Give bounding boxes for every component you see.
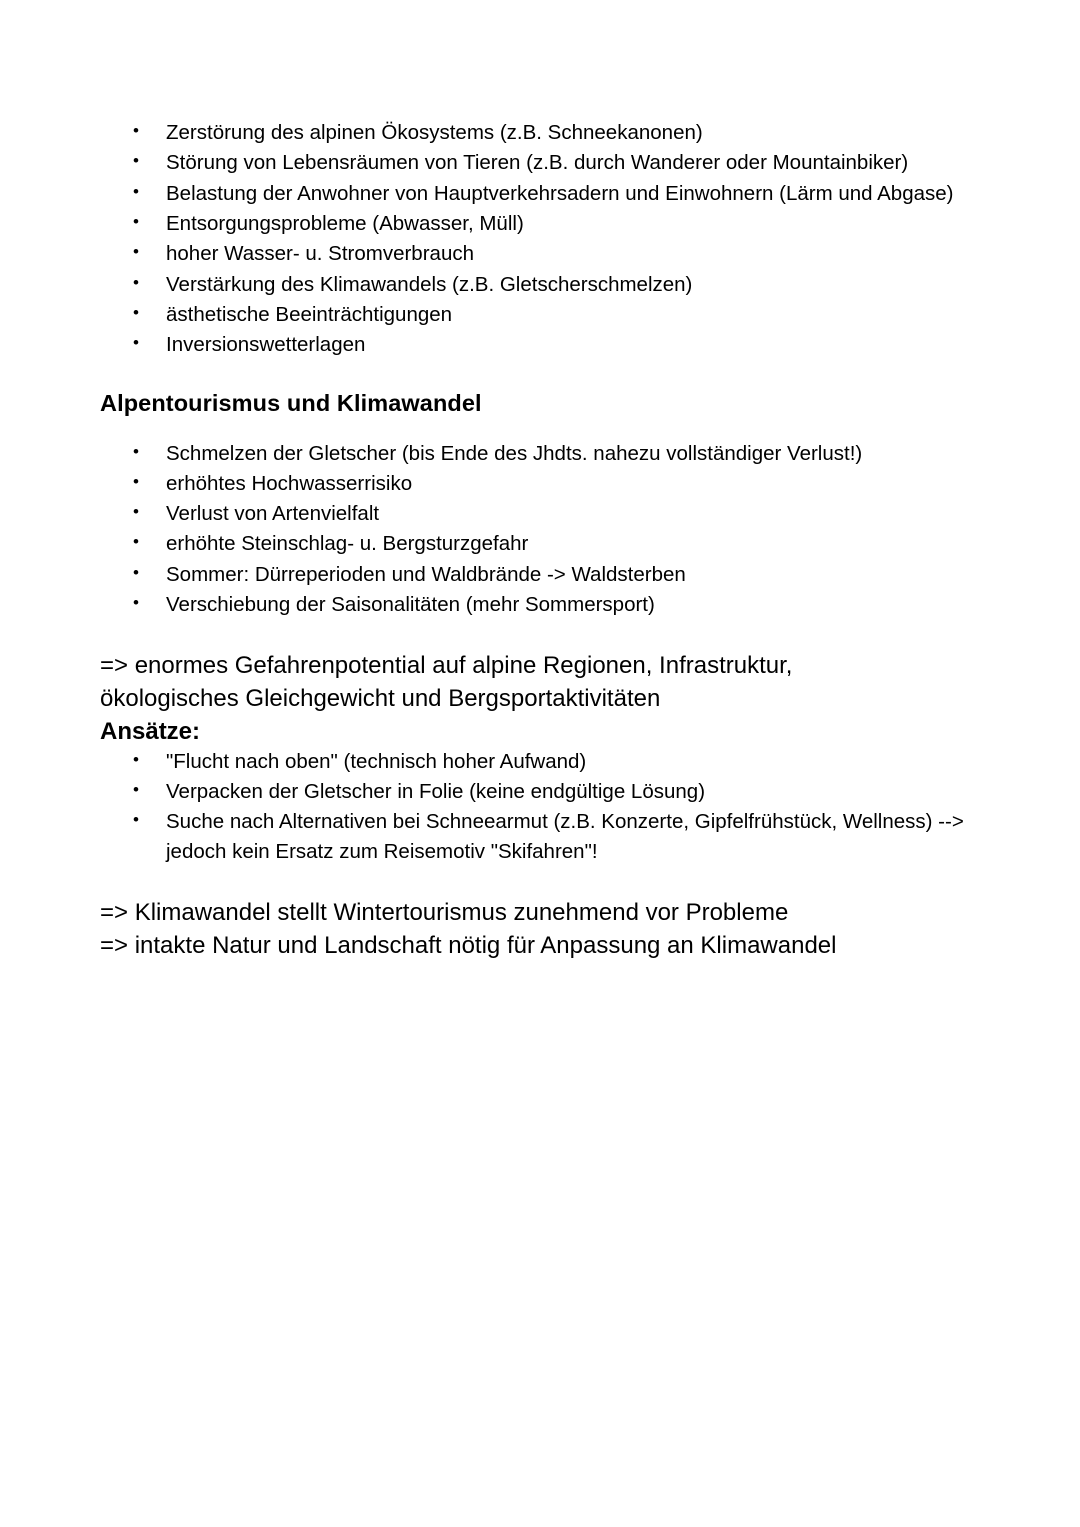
list-item: • erhöhtes Hochwasserrisiko (100, 469, 970, 498)
heading-ansaetze: Ansätze: (100, 717, 201, 745)
list-item: • Verschiebung der Saisonalitäten (mehr Sommersport) (100, 590, 970, 619)
heading-alpentourismus-klimawandel: Alpentourismus und Klimawandel (100, 389, 482, 416)
list-item: • Verstärkung des Klimawandels (z.B. Gletscherschmelzen) (100, 270, 970, 299)
list-item: • erhöhte Steinschlag- u. Bergsturzgefahr (100, 529, 970, 558)
list-item: • "Flucht nach oben" (technisch hoher Aufwand) (100, 747, 970, 776)
climate-effects-list (100, 439, 970, 620)
list-item: • ästhetische Beeinträchtigungen (100, 300, 970, 329)
list-item: • Verpacken der Gletscher in Folie (keine endgültige Lösung) (100, 777, 970, 806)
list-item: • Suche nach Alternativen bei Schneearmut (z.B. Konzerte, Gipfelfrühstück, Wellness) --> jedoch kein Ersatz zum Reisemotiv "Skifahren"! (100, 807, 970, 866)
final-conclusion-line-1: => Klimawandel stellt Wintertourismus zunehmend vor Probleme (100, 899, 789, 927)
list-item: • Zerstörung des alpinen Ökosystems (z.B. Schneekanonen) (100, 118, 970, 147)
final-conclusion-line-2: => intakte Natur und Landschaft nötig für Anpassung an Klimawandel (100, 932, 837, 960)
conclusion-danger-line-2: ökologisches Gleichgewicht und Bergsportaktivitäten (100, 685, 661, 713)
list-item: • Schmelzen der Gletscher (bis Ende des Jhdts. nahezu vollständiger Verlust!) (100, 439, 970, 468)
list-item: • hoher Wasser- u. Stromverbrauch (100, 239, 970, 268)
approaches-list (100, 747, 970, 866)
conclusion-danger-line-1: => enormes Gefahrenpotential auf alpine Regionen, Infrastruktur, (100, 652, 793, 680)
list-item: • Belastung der Anwohner von Hauptverkehrsadern und Einwohnern (Lärm und Abgase) (100, 179, 970, 208)
list-item: • Entsorgungsprobleme (Abwasser, Müll) (100, 209, 970, 238)
negative-impacts-list (100, 118, 970, 360)
list-item: • Inversionswetterlagen (100, 330, 970, 359)
list-item: • Störung von Lebensräumen von Tieren (z.B. durch Wanderer oder Mountainbiker) (100, 148, 970, 177)
list-item: • Sommer: Dürreperioden und Waldbrände -> Waldsterben (100, 560, 970, 589)
list-item: • Verlust von Artenvielfalt (100, 499, 970, 528)
